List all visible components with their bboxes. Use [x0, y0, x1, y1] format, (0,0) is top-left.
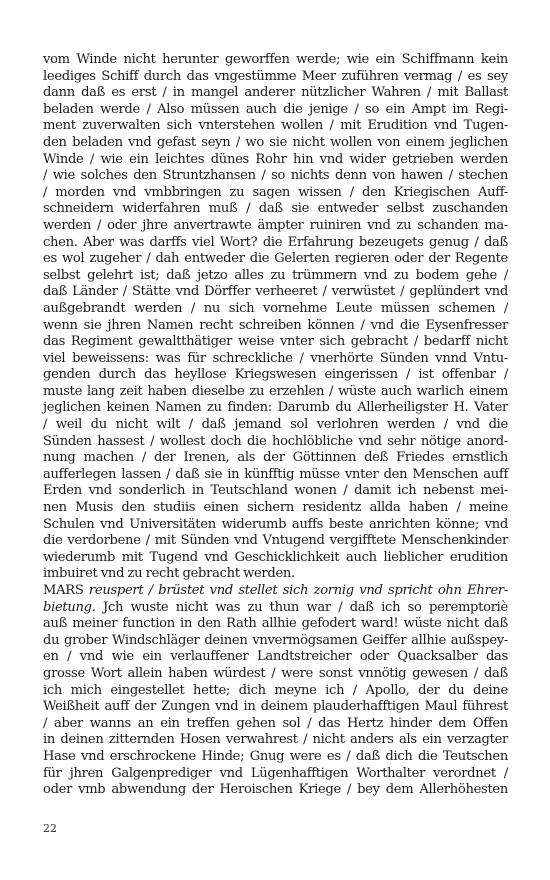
text-line: wiederumb mit Tugend vnd Geschicklichkeit auch lieblicher erudition [43, 549, 508, 565]
text-line: Erden vnd sonderlich in Teutschland wonen / damit ich nebenst mei- [43, 483, 508, 499]
text-line: vom Winde nicht herunter geworffen werde; wie ein Schiffmann kein [43, 52, 508, 67]
text-line: / weil du nicht wilt / daß jemand sol verlohren werden / vnd die [43, 417, 508, 433]
text-line: selbst gelehrt ist; daß jetzo alles zu trümmern vnd zu bodem gehe / [43, 267, 508, 283]
text-line: den beladen vnd gefast seyn / wo sie nicht wollen von einem jeglichen [43, 134, 508, 150]
text-line: beladen werde / Also müssen auch die jenige / so ein Ampt im Regi- [43, 101, 508, 117]
speaker-name: MARS [43, 583, 84, 598]
text-line: die verdorbene / mit Sünden vnd Vntugend vergifftete Menschenkinder [43, 533, 508, 549]
text-line: nen Musis den studiis einen sichern residentz allda haben / meine [43, 500, 508, 516]
stage-direction: reuspert / brüstet vnd stellet sich zornig vnd spricht ohn Ehrer- [88, 583, 508, 598]
text-line: schneidern widerfahren muß / daß sie entweder selbst zuschanden [43, 201, 508, 217]
text-line: das Regiment gewaltthätiger weise vnter sich gebracht / bedarff nicht [43, 334, 508, 350]
text-line: es wol zugeher / dah entweder die Gelerten regieren oder der Regente [43, 251, 508, 267]
text-line: ment zuverwalten sich vnterstehen wollen / mit Erudition vnd Tugen- [43, 118, 508, 134]
speech-line: en / vnd wie ein verlauffener Landtstreicher oder Quacksalber das [43, 649, 508, 665]
text-line: jeglichen keinen Namen zu finden: Darumb du Allerheiligster H. Vater [43, 400, 508, 416]
text-line: / wie solches den Struntzhansen / so nichts denn von hawen / stechen [43, 168, 508, 184]
speech-line: für jhren Galgenprediger vnd Lügenhafftigen Worthalter verordnet / [43, 765, 508, 781]
page-body [43, 52, 508, 799]
text-line: Sünden hassest / wollest doch die hochlöbliche vnd sehr nötige anord- [43, 433, 508, 449]
text-line: / morden vnd vmbbringen zu sagen wissen / den Kriegischen Auff- [43, 184, 508, 200]
text-line: außgebrandt werden / nu sich vornehme Leute müssen schemen / [43, 300, 508, 316]
speech-heading-line [43, 583, 508, 600]
text-line: werden / oder jhre anvertrawte ämpter ruiniren vnd zu schanden ma- [43, 217, 508, 233]
speech-line: grosse Wort allein haben würdest / were sonst vnnötig gewesen / daß [43, 665, 508, 681]
speech-line: ich mich eingestellet hette; dich meyne ich / Apollo, der du deine [43, 682, 508, 698]
text-line: wenn sie jhren Namen recht schreiben können / vnd die Eysenfresser [43, 317, 508, 333]
text-line: chen. Aber was darffs viel Wort? die Erfahrung bezeugets genug / daß [43, 234, 508, 250]
speech-line: du grober Windschläger deinen vnvermögsamen Geiffer allhie außspey- [43, 632, 508, 648]
text-line: genden durch das heyllose Kriegswesen eingerissen / ist offenbar / [43, 367, 508, 383]
text-line: leediges Schiff durch das vngestümme Meer zuführen vermag / es sey [43, 68, 508, 84]
text-line: dann daß es erst / in mangel anderer nützlicher Wahren / mit Ballast [43, 85, 508, 101]
speech-text: Jch wuste nicht was zu thun war / daß ich so peremptoriè [103, 599, 508, 615]
speech-line: oder vmb abwendung der Heroischen Kriege / bey dem Allerhöhesten [43, 782, 508, 798]
stage-direction-end: bietung. [43, 599, 96, 615]
text-line: imbuiret vnd zu recht gebracht werden. [43, 566, 295, 582]
text-line: daß Länder / Stätte vnd Dörffer verheeret / verwüstet / geplündert vnd [43, 284, 508, 300]
speech-line: / aber wanns an ein treffen gehen sol / das Hertz hinder dem Offen [43, 715, 508, 731]
speech-line: Hase vnd erschrockene Hinde; Gnug were es / daß dich die Teutschen [43, 748, 508, 764]
speech-line: auß meiner function in den Rath allhie gefodert ward! wüste nicht daß [43, 616, 508, 632]
text-line: viel beweissens: was für schreckliche / vnerhörte Sünden vnnd Vntu- [43, 350, 508, 366]
text-line: Winde / wie ein leichtes dünes Rohr hin vnd wider getrieben werden [43, 151, 508, 167]
text-line: Schulen vnd Universitäten widerumb auffs beste anrichten könne; vnd [43, 516, 508, 532]
text-line: nung machen / der Irenen, als der Göttinnen deß Friedes ernstlich [43, 450, 508, 466]
speech-line: in deinen zitternden Hosen verwahrest / nicht anders als ein verzagter [43, 732, 508, 748]
text-line: aufferlegen lassen / daß sie in künfftig müsse vnter den Menschen auff [43, 466, 508, 482]
speech-line [43, 600, 508, 617]
page-number: 22 [43, 822, 57, 835]
speech-line: Weißheit auff der Zungen vnd in deinem plauderhafftigen Maul führest [43, 699, 508, 715]
text-line: muste lang zeit haben dieselbe zu erzehlen / wüste auch warlich einem [43, 383, 508, 399]
